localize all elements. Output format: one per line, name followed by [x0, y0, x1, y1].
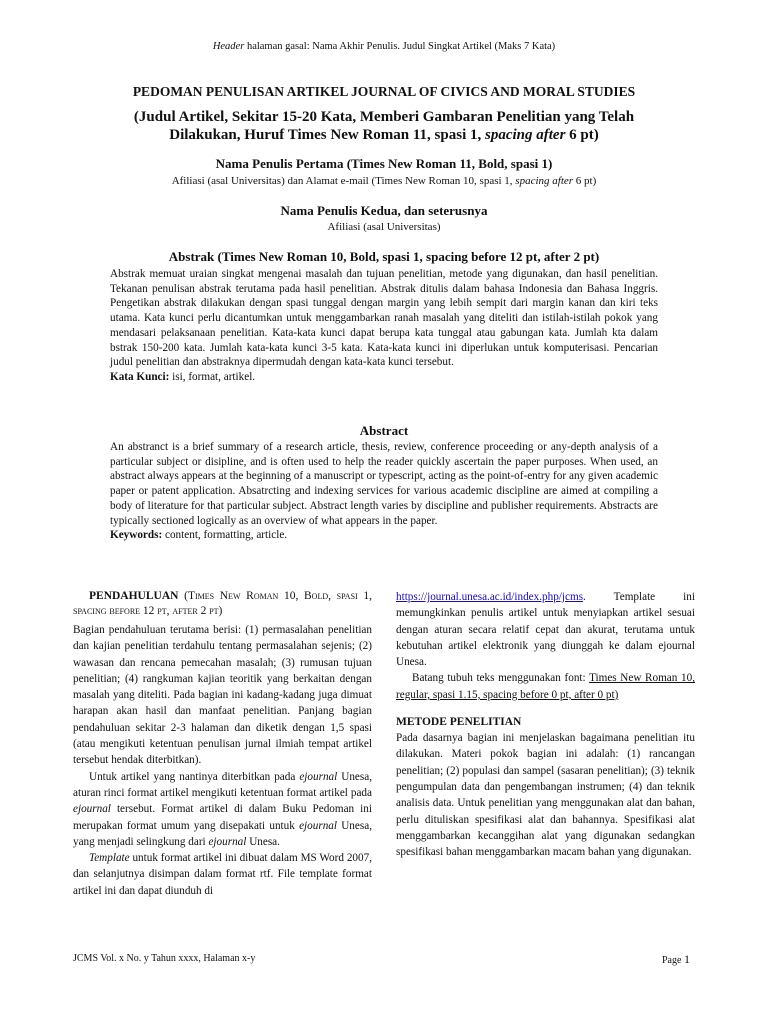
- right-paragraph-2: [396, 670, 695, 703]
- article-subtitle: [100, 108, 668, 144]
- article-title: PEDOMAN PENULISAN ARTIKEL JOURNAL OF CIVICS AND MORAL STUDIES: [132, 84, 636, 99]
- header-text: halaman gasal: Nama Akhir Penulis. Judul Singkat Artikel (Maks 7 Kata): [244, 41, 556, 52]
- page-number: 1: [683, 952, 690, 966]
- pendahuluan-paragraph-2: [73, 769, 372, 850]
- abstract-text: An abstranct is a brief summary of a research article, thesis, review, conference proceeding or any-depth analysis of a particular subject or disipline, and is often used to help the reader quickly ascertain the paper purposes. When used, an abstract always appears at the beginning of a manuscript or typescript, acting as the point-of-entry for any given academic paper or patent application. Absatrcting and indexing services for various academic discipline are aimed at compiling a body of literature for that particular subject. Abstract length varies by discipline and publisher requirements. Abstracts are typically sectioned logically as an overview of what appears in the paper.: [110, 441, 658, 527]
- pendahuluan-title: PENDAHULUAN: [89, 590, 179, 602]
- first-author-affiliation: [0, 175, 768, 187]
- p2-a: Untuk artikel yang nantinya diterbitkan pada: [89, 770, 300, 783]
- p2-g: Unesa, yang menjadi selingkung dari: [73, 819, 372, 848]
- abstrak-text: Abstrak memuat uraian singkat mengenai masalah dan tujuan penelitian, metode yang digunakan, dan hasil penelitian. Tekanan penulisan abstrak terutama pada hasil penelitian. Abstrak ditulis dalam bahasa Indonesia dan Bahasa Inggris. Pengetikan abstrak dilakukan dengan spasi tunggal dengan margin yang lebih sempit dari margin kanan dan kiri teks utama. Kata kunci perlu dicantumkan untuk menggambarkan ranah masalah yang diteliti dan istilah-istilah pokok yang mendasari pelaksanaan penelitian. Kata-kata kunci dapat berupa kata tunggal atau gabungan kata. Jumlah kta dalam bstrak 150-200 kata. Jumlah kata-kata kunci 3-5 kata. Kata-kata kunci ini diperlukan untuk komputerisasi. Pencarian judul penelitian dan abstraknya dipermudah dengan kata-kata kunci tersebut.: [110, 268, 658, 369]
- p2-b: ejournal: [299, 770, 338, 783]
- p3-rest: untuk format artikel ini dibuat dalam MS Word 2007, dan selanjutnya disimpan dalam format rtf. File template format artikel ini dan dapat diunduh di: [73, 852, 372, 897]
- abstrak-keywords-label: Kata Kunci:: [110, 370, 170, 383]
- affil1-italic: spacing after: [515, 175, 574, 187]
- subtitle-part2: 6 pt): [565, 127, 599, 143]
- p2-e: tersebut. Format artikel di dalam Buku Pedoman ini merupakan format umum yang disepakati untuk: [73, 803, 372, 832]
- p2-c: Unesa, aturan rinci format artikel mengikuti ketentuan format artikel pada: [73, 770, 372, 799]
- abstract-keywords-label: Keywords:: [110, 529, 163, 542]
- abstract-body: [110, 440, 658, 543]
- font-spec-underlined: Times New Roman 10, regular, spasi 1.15, spacing before 0 pt, after 0 pt): [396, 672, 695, 701]
- p3-template: Template: [89, 852, 130, 865]
- header-label: Header: [212, 41, 245, 52]
- abstrak-keywords: isi, format, artikel.: [169, 370, 256, 383]
- right-p1-rest: . Template ini memungkinkan penulis artikel untuk menyiapkan artikel sesuai dengan aturan secara relatif cepat dan akurat, terutama untuk kebutuhan artikel elektronik yang diunggah ke dalam ejournal Unesa.: [396, 591, 695, 669]
- abstrak-body: [110, 267, 658, 385]
- subtitle-italic: spacing after: [485, 127, 566, 143]
- pendahuluan-paragraph-1: Bagian pendahuluan terutama berisi: (1) permasalahan penelitian dan kajian penelitian terdahulu tentang permasalahan sejenis; (2) wawasan dan rencana pemecahan masalah; (3) rumusan tujuan penelitian; (4) rangkuman kajian teoritik yang berkaitan dengan masalah yang diteliti. Pada bagian ini kadang-kadang juga dimuat harapan akan hasil dan manfaat penelitian. Panjang bagian pendahuluan sekitar 2-3 halaman dan diketik dengan 1,5 spasi (atau mengikuti ketentuan penulisan jurnal ilmiah tempat artikel tersebut hendak diterbitkan).: [73, 624, 372, 767]
- metode-heading: METODE PENELITIAN: [396, 716, 522, 729]
- first-author: Nama Penulis Pertama (Times New Roman 11, Bold, spasi 1): [215, 156, 553, 171]
- p2-h: ejournal: [208, 835, 247, 848]
- footer-journal-info: JCMS Vol. x No. y Tahun xxxx, Halaman x-y: [73, 953, 256, 964]
- pendahuluan-paragraph-3: [73, 850, 372, 899]
- subtitle-part1: (Judul Artikel, Sekitar 15-20 Kata, Memberi Gambaran Penelitian yang Telah Dilakukan, Huruf Times New Roman 11, spasi 1,: [133, 109, 635, 143]
- left-column: [73, 589, 372, 899]
- pendahuluan-heading: [73, 589, 372, 619]
- right-p2-a: Batang tubuh teks menggunakan font:: [412, 672, 590, 685]
- journal-link[interactable]: https://journal.unesa.ac.id/index.php/jcms: [396, 591, 584, 603]
- metode-paragraph: Pada dasarnya bagian ini menjelaskan bagaimana penelitian itu dilakukan. Materi pokok bagian ini adalah: (1) rancangan penelitian; (2) populasi dan sampel (sasaran penelitian); (3) teknik pengumpulan data dan pengembangan instrumen; (4) dan teknik analisis data. Untuk penelitian yang menggunakan alat dan bahan, perlu dituliskan spesifikasi alat dan bahannya. Spesifikasi alat menggambarkan kecanggihan alat yang digunakan sedangkan spesifikasi bahan menggambarkan macam bahan yang digunakan.: [396, 732, 695, 859]
- pendahuluan-format-note: (Times New Roman 10, Bold, spasi 1, spacing before 12 pt, after 2 pt): [73, 590, 372, 617]
- affil1-part1: Afiliasi (asal Universitas) dan Alamat e-mail (Times New Roman 10, spasi 1,: [171, 175, 516, 187]
- p2-f: ejournal: [299, 819, 337, 832]
- footer-page: [662, 952, 690, 967]
- page-label: Page: [662, 955, 684, 966]
- p2-d: ejournal: [73, 803, 111, 816]
- second-author-affiliation: Afiliasi (asal Universitas): [327, 221, 441, 233]
- abstract-heading: Abstract: [359, 423, 409, 438]
- abstract-keywords: content, formatting, article.: [162, 529, 288, 542]
- right-paragraph-1: [396, 589, 695, 670]
- right-column: [396, 589, 695, 860]
- p2-i: Unesa.: [246, 835, 280, 848]
- page-header: [0, 41, 768, 52]
- affil1-part2: 6 pt): [573, 175, 597, 187]
- second-author: Nama Penulis Kedua, dan seterusnya: [280, 203, 488, 218]
- abstrak-heading: Abstrak (Times New Roman 10, Bold, spasi 1, spacing before 12 pt, after 2 pt): [168, 249, 600, 264]
